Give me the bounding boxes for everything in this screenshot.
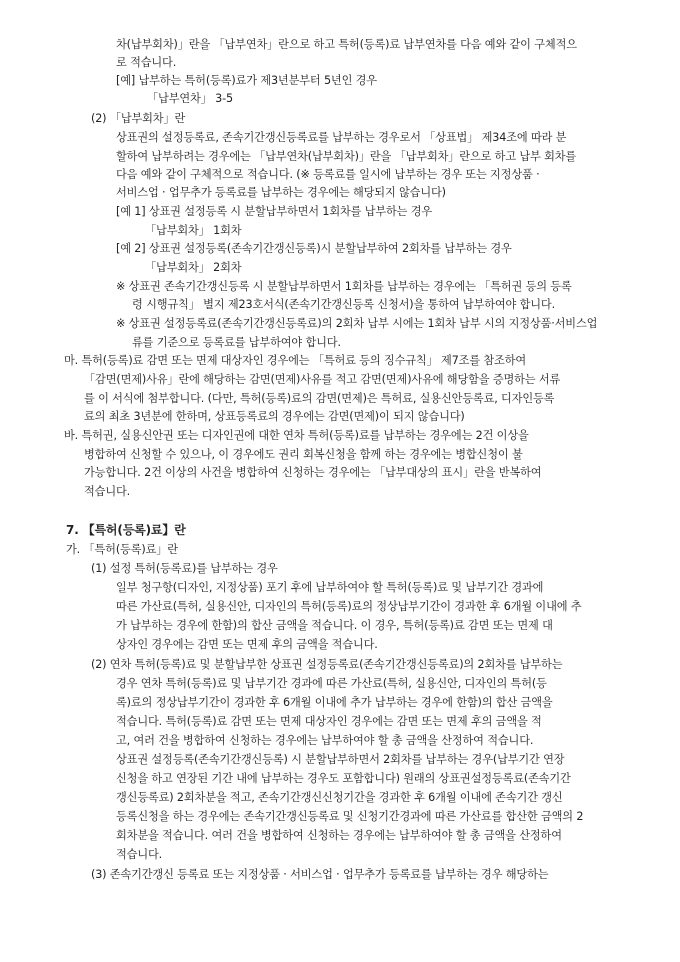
- document-page: 차(납부회차)」란을 「납부연차」란으로 하고 특허(등록)료 납부연차를 다음 예와 같이 구체적으 로 적습니다. [예] 납부하는 특허(등록)료가 제3년분부터 5년인 경우 「납부연차」 3-5 (2) 「납부회차」란 상표권의 설정등록료, 존속기간갱신등록료를 납부하는 경우로서 「상표법」 제34조에 따라 분 할하여 납부하려는 경우에는 「납부연차(납부회차)」란을 「납부회차」란으로 하고 납부 회차를 다음 예와 같이 구체적으로 적습니다. (※ 등록료를 일시에 납부하는 경우 또는 지정상품 · 서비스업 · 업무추가 등록료를 납부하는 경우에는 해당되지 않습니다) [예 1] 상표권 설정등록 시 분할납부하면서 1회차를 납부하는 경우 「납부회차」 1회차 [예 2] 상표권 설정등록(존속기간갱신등록)시 분할납부하여 2회차를 납부하는 경우 「납부회차」 2회차 ※ 상표권 존속기간갱신등록 시 분할납부하면서 1회차를 납부하는 경우에는 「특허권 등의 등록 령 시행규칙」 별지 제23호서식(존속기간갱신등록 신청서)을 통하여 납부하여야 합니다. ※ 상표권 설정등록료(존속기간갱신등록료)의 2회차 납부 시에는 1회차 납부 시의 지정상품·서비스업 류를 기준으로 등록료를 납부하여야 합니다. 마. 특허(등록)료 감면 또는 면제 대상자인 경우에는 「특허료 등의 징수규칙」 제7조를 참조하여 「감면(면제)사유」란에 해당하는 감면(면제)사유를 적고 감면(면제)사유에 해당함을 증명하는 서류 를 이 서식에 첨부합니다. (다만, 특허(등록)료의 감면(면제)은 특허료, 실용신안등록료, 디자인등록 료의 최초 3년분에 한하며, 상표등록료의 경우에는 감면(면제)이 되지 않습니다) 바. 특허권, 실용신안권 또는 디자인권에 대한 연차 특허(등록)료를 납부하는 경우에는 2건 이상을 병합하여 신청할 수 있으나, 이 경우에도 권리 회복신청을 함께 하는 경우에는 병합신청이 불 가능합니다. 2건 이상의 사건을 병합하여 신청하는 경우에는 「납부대상의 표시」란을 반복하여 적습니다. 7. 【특허(등록)료】란 가. 「특허(등록)료」란 (1) 설정 특허(등록료)를 납부하는 경우 일부 청구항(디자인, 지정상품) 포기 후에 납부하여야 할 특허(등록)료 및 납부기간 경과에 따른 가산료(특허, 실용신안, 디자인의 특허(등록)료의 정상납부기간이 경과한 후 6개월 이내에 추 가 납부하는 경우에 한함)의 합산 금액을 적습니다. 이 경우, 특허(등록)료 감면 또는 면제 대 상자인 경우에는 감면 또는 면제 후의 금액을 적습니다. (2) 연차 특허(등록)료 및 분할납부한 상표권 설정등록료(존속기간갱신등록료)의 2회차를 납부하는 경우 연차 특허(등록)료 및 납부기간 경과에 따른 가산료(특허, 실용신안, 디자인의 특허(등 록)료의 정상납부기간이 경과한 후 6개월 이내에 추가 납부하는 경우에 한함)의 합산 금액을 적습니다. 특허(등록)료 감면 또는 면제 대상자인 경우에는 감면 또는 면제 후의 금액을 적 고, 여러 건을 병합하여 신청하는 경우에는 납부하여야 할 총 금액을 산정하여 적습니다. 상표권 설정등록(존속기간갱신등록) 시 분할납부하면서 2회차를 납부하는 경우(납부기간 연장 신청을 하고 연장된 기간 내에 납부하는 경우도 포함합니다) 원래의 상표권설정등록료(존속기간 갱신등록료) 2회차분을 적고, 존속기간갱신신청기간을 경과한 후 6개월 이내에 존속기간 갱신 등록신청을 하는 경우에는 존속기간갱신등록료 및 신청기간경과에 따른 가산료를 합산한 금액의 2 회차분을 적습니다. 여러 건을 병합하여 신청하는 경우에는 납부하여야 할 총 금액을 산정하여 적습니다. (3) 존속기간갱신 등록료 또는 지정상품 · 서비스업 · 업무추가 등록료를 납부하는 경우 해당하는: [64, 38, 598, 881]
